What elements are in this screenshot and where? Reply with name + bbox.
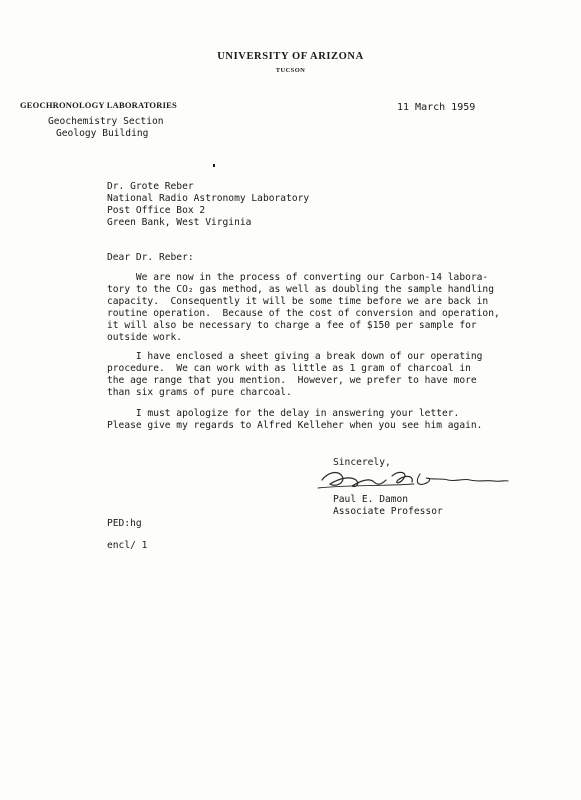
letterhead-section: Geochemistry Section xyxy=(48,116,164,127)
body-paragraph-3-line-2: Please give my regards to Alfred Kelleher when you see him again. xyxy=(107,420,483,431)
letter-date: 11 March 1959 xyxy=(397,102,476,113)
recipient-organization: National Radio Astronomy Laboratory xyxy=(107,193,310,204)
body-paragraph-1-line-3: capacity. Consequently it will be some time before we are back in xyxy=(107,296,489,307)
body-paragraph-3-line-1: I must apologize for the delay in answering your letter. xyxy=(107,408,460,419)
letterhead-university: UNIVERSITY OF ARIZONA xyxy=(217,51,364,62)
body-paragraph-2-line-3: the age range that you mention. However, we prefer to have more xyxy=(107,375,477,386)
body-paragraph-1-line-5: it will also be necessary to charge a fee of $150 per sample for xyxy=(107,320,477,331)
recipient-city-state: Green Bank, West Virginia xyxy=(107,217,252,228)
letterhead-department: GEOCHRONOLOGY LABORATORIES xyxy=(20,100,177,110)
body-paragraph-2-line-1: I have enclosed a sheet giving a break down of our operating xyxy=(107,351,483,362)
enclosure-note: encl/ 1 xyxy=(107,540,148,551)
handwritten-signature xyxy=(316,466,512,492)
stray-mark xyxy=(213,164,215,167)
signer-name: Paul E. Damon xyxy=(333,494,409,505)
signer-title: Associate Professor xyxy=(333,506,443,517)
body-paragraph-1-line-4: routine operation. Because of the cost of conversion and operation, xyxy=(107,308,500,319)
letterhead-city: TUCSON xyxy=(275,67,306,74)
body-paragraph-1-line-1: We are now in the process of converting our Carbon-14 labora- xyxy=(107,272,489,283)
closing: Sincerely, xyxy=(333,457,391,468)
typist-initials: PED:hg xyxy=(107,518,142,529)
salutation: Dear Dr. Reber: xyxy=(107,252,194,263)
letterhead-building: Geology Building xyxy=(56,128,149,139)
body-paragraph-1-line-2: tory to the CO₂ gas method, as well as doubling the sample handling xyxy=(107,284,494,295)
body-paragraph-1-line-6: outside work. xyxy=(107,332,183,343)
recipient-name: Dr. Grote Reber xyxy=(107,181,194,192)
recipient-po-box: Post Office Box 2 xyxy=(107,205,206,216)
body-paragraph-2-line-2: procedure. We can work with as little as 1 gram of charcoal in xyxy=(107,363,471,374)
body-paragraph-2-line-4: than six grams of pure charcoal. xyxy=(107,387,292,398)
